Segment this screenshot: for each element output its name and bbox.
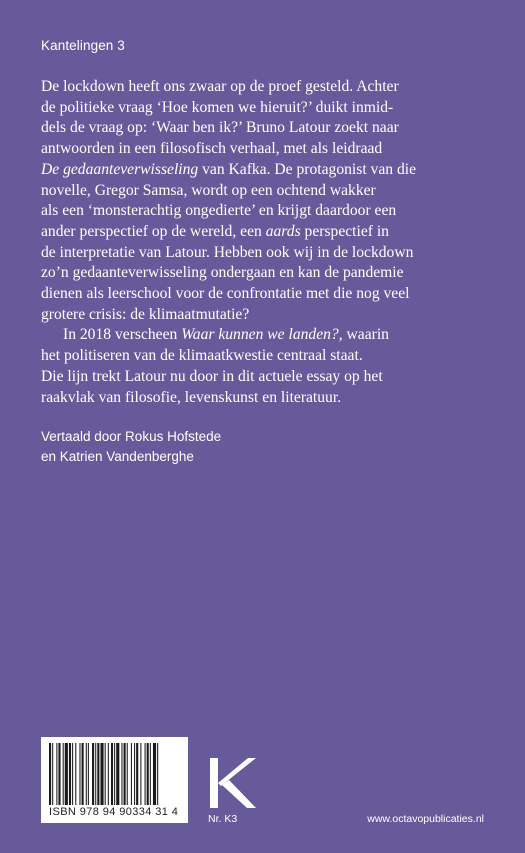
- blurb-line: Die lijn trekt Latour nu door in dit actuele essay op het: [41, 367, 383, 385]
- blurb-paragraph-1: [41, 77, 486, 325]
- barcode-bars: [49, 743, 180, 805]
- book-title-emphasis: Waar kunnen we landen?: [181, 326, 339, 344]
- barcode-bar: [114, 743, 115, 805]
- barcode-bar: [124, 743, 126, 805]
- barcode-bar: [69, 743, 71, 805]
- barcode-bar: [153, 743, 156, 805]
- blurb-line: novelle, Gregor Samsa, wordt op een ochtend wakker: [41, 181, 376, 199]
- barcode-bar: [136, 743, 138, 805]
- blurb-line: zo’n gedaanteverwisseling ondergaan en kan de pandemie: [41, 264, 404, 282]
- aards-emphasis: aards: [265, 222, 301, 240]
- blurb-line: ander perspectief op de wereld, een aards perspectief in: [41, 222, 389, 240]
- blurb-line: dienen als leerschool voor de confrontatie met die nog veel: [41, 285, 410, 303]
- barcode: [41, 737, 188, 823]
- blurb-line: De gedaanteverwisseling van Kafka. De protagonist van die: [41, 160, 417, 178]
- barcode-bar: [88, 743, 89, 805]
- barcode-bar: [147, 743, 149, 805]
- credit-line: en Katrien Vandenberghe: [41, 449, 194, 464]
- barcode-bar: [105, 743, 106, 805]
- barcode-bar: [52, 743, 53, 805]
- blurb-line: raakvlak van filosofie, levenskunst en literatuur.: [41, 388, 342, 406]
- barcode-bar: [131, 743, 132, 805]
- blurb-line: antwoorden in een filosofisch verhaal, met als leidraad: [41, 140, 383, 158]
- barcode-bar: [121, 743, 122, 805]
- barcode-bar: [134, 743, 135, 805]
- isbn-label: ISBN 978 94 90334 31 4: [49, 806, 179, 818]
- barcode-bar: [63, 743, 64, 805]
- series-title: Kantelingen 3: [41, 38, 125, 53]
- barcode-bar: [82, 743, 84, 805]
- barcode-bar: [49, 743, 51, 805]
- barcode-bar: [86, 743, 87, 805]
- credit-line: Vertaald door Rokus Hofstede: [41, 429, 222, 444]
- blurb-line: het politiseren van de klimaatkwestie centraal staat.: [41, 347, 363, 365]
- blurb-text: [41, 77, 486, 408]
- blurb-paragraph-2: [41, 325, 486, 408]
- barcode-bar: [79, 743, 80, 805]
- barcode-bar: [95, 743, 96, 805]
- series-number: Nr. K3: [208, 813, 238, 825]
- barcode-bar: [108, 743, 109, 805]
- blurb-line: de interpretatie van Latour. Hebben ook wij in de lockdown: [41, 243, 414, 261]
- publisher-url: www.octavopublicaties.nl: [367, 813, 484, 825]
- translator-credit: [41, 427, 221, 467]
- barcode-bar: [56, 743, 57, 805]
- blurb-line: De lockdown heeft ons zwaar op de proef gesteld. Achter: [41, 78, 399, 95]
- barcode-bar: [111, 743, 113, 805]
- barcode-bar: [100, 743, 103, 805]
- blurb-line: grotere crisis: de klimaatmutatie?: [41, 305, 250, 323]
- barcode-bar: [58, 743, 60, 805]
- book-title-emphasis: De gedaanteverwisseling: [41, 160, 199, 178]
- barcode-bar: [127, 743, 128, 805]
- barcode-bar: [65, 743, 68, 805]
- blurb-line: In 2018 verscheen Waar kunnen we landen?, waarin: [63, 326, 389, 344]
- barcode-bar: [75, 743, 76, 805]
- barcode-bar: [92, 743, 94, 805]
- blurb-line: dels de vraag op: ‘Waar ben ik?’ Bruno Latour zoekt naar: [41, 119, 399, 137]
- publisher-logo-k-icon: [208, 758, 256, 808]
- barcode-bar: [145, 743, 146, 805]
- barcode-bar: [157, 743, 158, 805]
- barcode-bar: [150, 743, 151, 805]
- barcode-bar: [140, 743, 141, 805]
- barcode-bar: [97, 743, 99, 805]
- barcode-bar: [72, 743, 73, 805]
- blurb-line: de politieke vraag ‘Hoe komen we hieruit?’ duikt inmid-: [41, 98, 394, 116]
- blurb-line: als een ‘monsterachtig ongedierte’ en krijgt daardoor een: [41, 202, 397, 220]
- barcode-bar: [116, 743, 119, 805]
